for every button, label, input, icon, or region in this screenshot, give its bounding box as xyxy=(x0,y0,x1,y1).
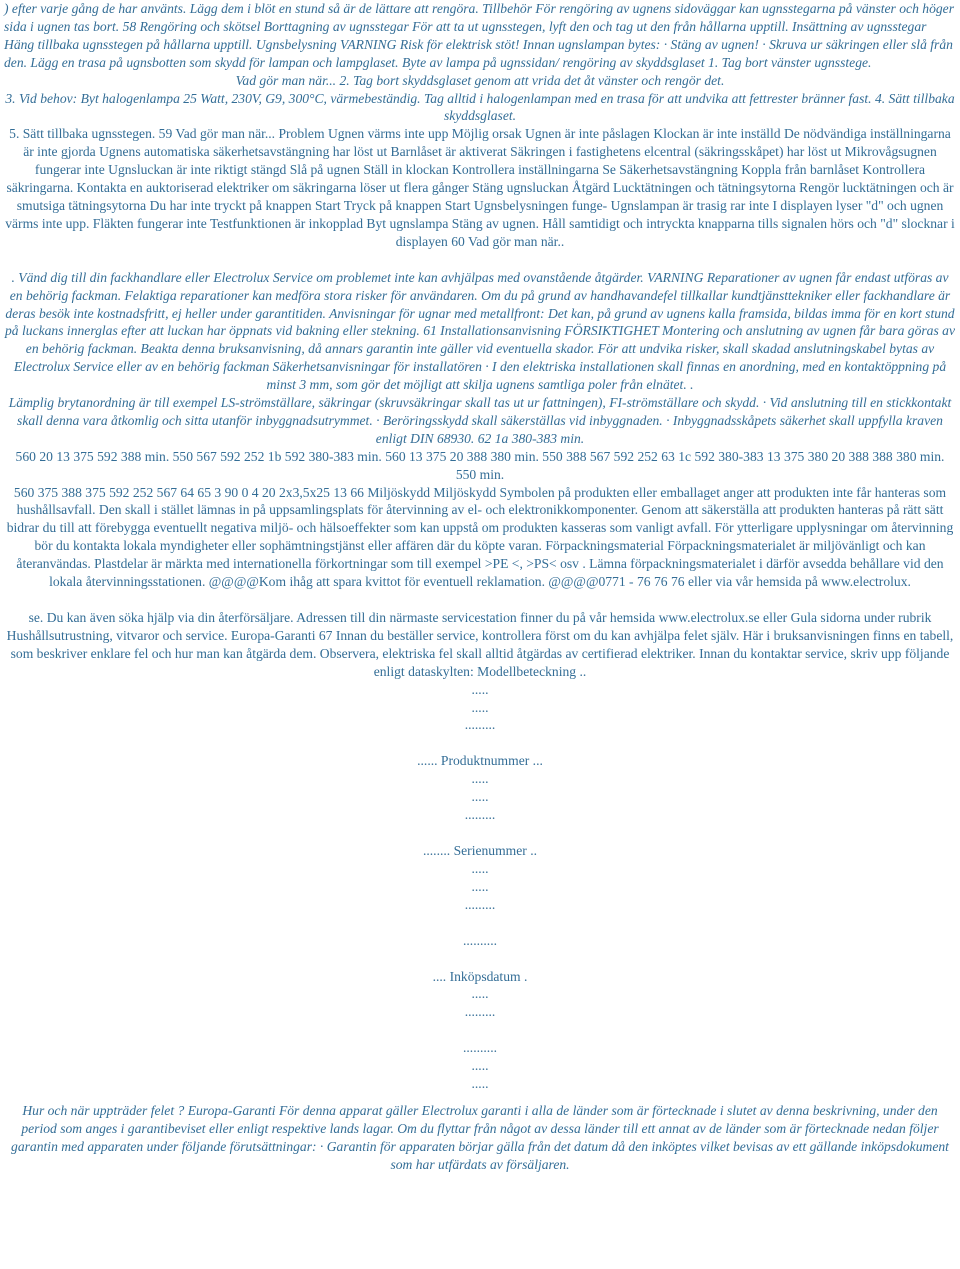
spacer xyxy=(0,251,960,269)
paragraph-what-to-do-1: Vad gör man när... 2. Tag bort skyddsglaset genom att vrida det åt vänster och rengör det. xyxy=(235,72,725,88)
dots-line: ..... xyxy=(471,1058,489,1074)
spacer xyxy=(0,824,960,842)
paragraph-service-contact: se. Du kan även söka hjälp via din återförsäljare. Adressen till din närmaste servicestation finner du på vår hemsida www.electrolux.se eller Gula sidorna under rubrik Hushållsutrustning, vitvaror och service. Europa-Garanti 67 Innan du beställer service, kontrollera först om du kan avhjälpa felet själv. Här i bruksanvisningen finns en tabell, som beskriver enklare fel och hur man kan åtgärda dem. Observera, elektriska fel skall alltid åtgärdas av certifierad elektriker. Innan du kontaktar service, skriv upp följande enligt dataskylten: Modellbeteckning .. xyxy=(6,610,954,679)
paragraph-service-installation: . Vänd dig till din fackhandlare eller Electrolux Service om problemet inte kan avhjälpas med ovanstående åtgärder. VARNING Reparationer av ugnen får endast utföras av en behörig fackman. Felaktiga reparationer kan medföra stora risker för användaren. Om du på grund av handhavandefel tillkallar kundtjänsttekniker eller fackhandlare är deras besök inte kostnadsfritt, ej heller under garantitiden. Anvisningar för ugnar med metallfront: Det kan, på grund av ugnens kalla framsida, bildas imma för en kort stund på luckans innerglas efter att luckan har öppnats vid bakning eller stekning. 61 Installationsanvisning FÖRSIKTIGHET Montering och anslutning av ugnen får bara göras av en behörig fackman. Beakta denna bruksanvisning, då annars garantin inte gäller vid eventuella skador. För att undvika risker, skall skadad anslutningskabel bytas av Electrolux Service eller av en behörig fackman Säkerhetsanvisningar för installatören · I den elektriska installationen skall finnas en anordning, med en kontaktöppning på minst 3 mm, som gör det möjligt att skilja ugnens samtliga poler från elnätet. . xyxy=(5,269,955,393)
dots-line: ......... xyxy=(464,807,496,823)
dots-line: ..... xyxy=(471,771,489,787)
spacer xyxy=(0,950,960,968)
dots-line: ......... xyxy=(464,896,496,912)
serial-number-line: ........ Serienummer .. xyxy=(422,842,537,858)
paragraph-environment: 560 375 388 375 592 252 567 64 65 3 90 0 4 20 2x3,5x25 13 66 Miljöskydd Miljöskydd Symbolen på produkten eller emballaget anger att produkten inte får hanteras som hushållsavfall. Den skall i stället lämnas in på uppsamlingsplats för återvinning av el- och elektronikkomponenter. Genom att säkerställa att produkten hanteras på rätt sätt bidrar du till att förebygga eventuellt negativa miljö- och hälsoeffekter som kan uppstå om produkten kasseras som vanligt avfall. För ytterligare upplysningar om återvinning bör du kontakta lokala myndigheter eller sophämtningstjänst eller affären där du köpte varan. Förpackningsmaterial Förpackningsmaterialet är miljövänligt och kan återanvändas. Plastdelar är märkta med internationella förkortningar som till exempel >PE <, >PS< osv . Lämna förpackningsmaterialet i därför avsedda behållare vid den lokala återvinningsstationen. @@@@Kom ihåg att spara kvittot för eventuell reklamation. @@@@0771 - 76 76 76 eller via vår hemsida på www.electrolux. xyxy=(6,484,954,590)
dots-line: ..... xyxy=(471,699,489,715)
spacer xyxy=(0,914,960,932)
paragraph-halogen-lamp: 3. Vid behov: Byt halogenlampa 25 Watt, 230V, G9, 300°C, värmebeständig. Tag alltid i halogenlampan med en trasa för att undvika att fettrester bränner fast. 4. Sätt tillbaka skyddsglaset. xyxy=(5,90,955,124)
spacer xyxy=(0,734,960,752)
paragraph-warranty: Hur och när uppträder felet ? Europa-Garanti För denna apparat gäller Electrolux garanti i alla de länder som är förtecknade i slutet av denna beskrivning, under den period som anges i garantibeviset eller enligt respektive lands lagar. Om du flyttar från något av dessa länder till ett annat av de länder som är förtecknade nedan följer garantin med apparaten under följande förutsättningar: · Garantin för apparaten börjar gälla från det datum då den inköptes vilket bevisas av ett gällande inköpsdokument som har utfärdats av försäljaren. xyxy=(11,1102,949,1172)
dots-line: ......... xyxy=(464,1004,496,1020)
dots-line: ..... xyxy=(471,860,489,876)
dots-line: .......... xyxy=(463,1040,497,1056)
spacer xyxy=(0,1021,960,1039)
paragraph-cleaning-lamp: ) efter varje gång de har använts. Lägg dem i blöt en stund så är de lättare att rengöra. Tillbehör För rengöring av ugnens sidoväggar kan ugnsstegarna på vänster och höger sida i ugnen tas bort. 58 Rengöring och skötsel Borttagning av ugnsstegar För att ta ut ugnsstegen, lyft den och tag ut den från hållarna upptill. Insättning av ugnsstegar Häng tillbaka ugnsstegen på hållarna upptill. Ugnsbelysning VARNING Risk för elektrisk stöt! Innan ugnslampan bytes: · Stäng av ugnen! · Skruva ur säkringen eller slå från den. Lägg en trasa på ugnsbotten som skydd för lampan och lampglaset. Byte av lampa på ugnssidan/ rengöring av skyddsglaset 1. Tag bort vänster ugnsstege. xyxy=(4,1,954,70)
dots-line: ..... xyxy=(471,986,489,1002)
paragraph-breaker-requirements: Lämplig brytanordning är till exempel LS-strömställare, säkringar (skruvsäkringar skall tas ut ur fattningen), FI-strömställare och skydd. · Vid anslutning till en stickkontakt skall denna vara åtkomlig och sitta utanför inbyggnadsutrymmet. · Beröringsskydd skall säkerställas vid inbyggnaden. · Inbyggnadsskåpets säkerhet skall uppfylla kraven enligt DIN 68930. 62 1a 380-383 min. xyxy=(8,395,952,446)
purchase-date-line: .... Inköpsdatum . xyxy=(432,968,528,984)
dots-line: ..... xyxy=(471,789,489,805)
dots-line: ..... xyxy=(471,878,489,894)
dots-line: ..... xyxy=(471,1076,489,1092)
paragraph-troubleshooting: 5. Sätt tillbaka ugnsstegen. 59 Vad gör man när... Problem Ugnen värms inte upp Möjlig orsak Ugnen är inte påslagen Klockan är inte inställd De nödvändiga inställningarna är inte gjorda Ugnens automatiska säkerhetsavstängning har löst ut Barnlåset är aktiverat Säkringen i fastighetens elcentral (säkringsskåpet) har löst ut Mikrovågsugnen fungerar inte Ugnsluckan är inte riktigt stängd Slå på ugnen Ställ in klockan Kontrollera inställningarna Se Säkerhetsavstängning Koppla från barnlåset Kontrollera säkringarna. Kontakta en auktoriserad elektriker om säkringarna löser ut flera gånger Stäng ugnsluckan Åtgärd Lucktätningen och tätningsytorna Rengör lucktätningen och är smutsiga tätningsytorna Du har inte tryckt på knappen Start Tryck på knappen Start Ugnsbelysningen funge- Ugnslampan är trasig rar inte I displayen lyser "d" och ugnen värms inte upp. Fläkten fungerar inte Testfunktionen är inkopplad Byt ugnslampa Stäng av ugnen. Håll samtidigt och intryckta knapparna tills signalen hörs och "d" slocknar i displayen 60 Vad gör man när.. xyxy=(5,126,955,249)
dots-line: ......... xyxy=(464,717,496,733)
dots-line: .......... xyxy=(463,932,497,948)
paragraph-dimensions-1: 560 20 13 375 592 388 min. 550 567 592 252 1b 592 380-383 min. 560 13 375 20 388 380 min. 550 388 567 592 252 63 1c 592 380-383 13 375 380 20 388 388 380 min. 550 min. xyxy=(15,448,945,482)
product-number-line: ...... Produktnummer ... xyxy=(417,753,543,769)
spacer xyxy=(0,591,960,609)
dots-line: ..... xyxy=(471,681,489,697)
spacer xyxy=(0,1093,960,1102)
